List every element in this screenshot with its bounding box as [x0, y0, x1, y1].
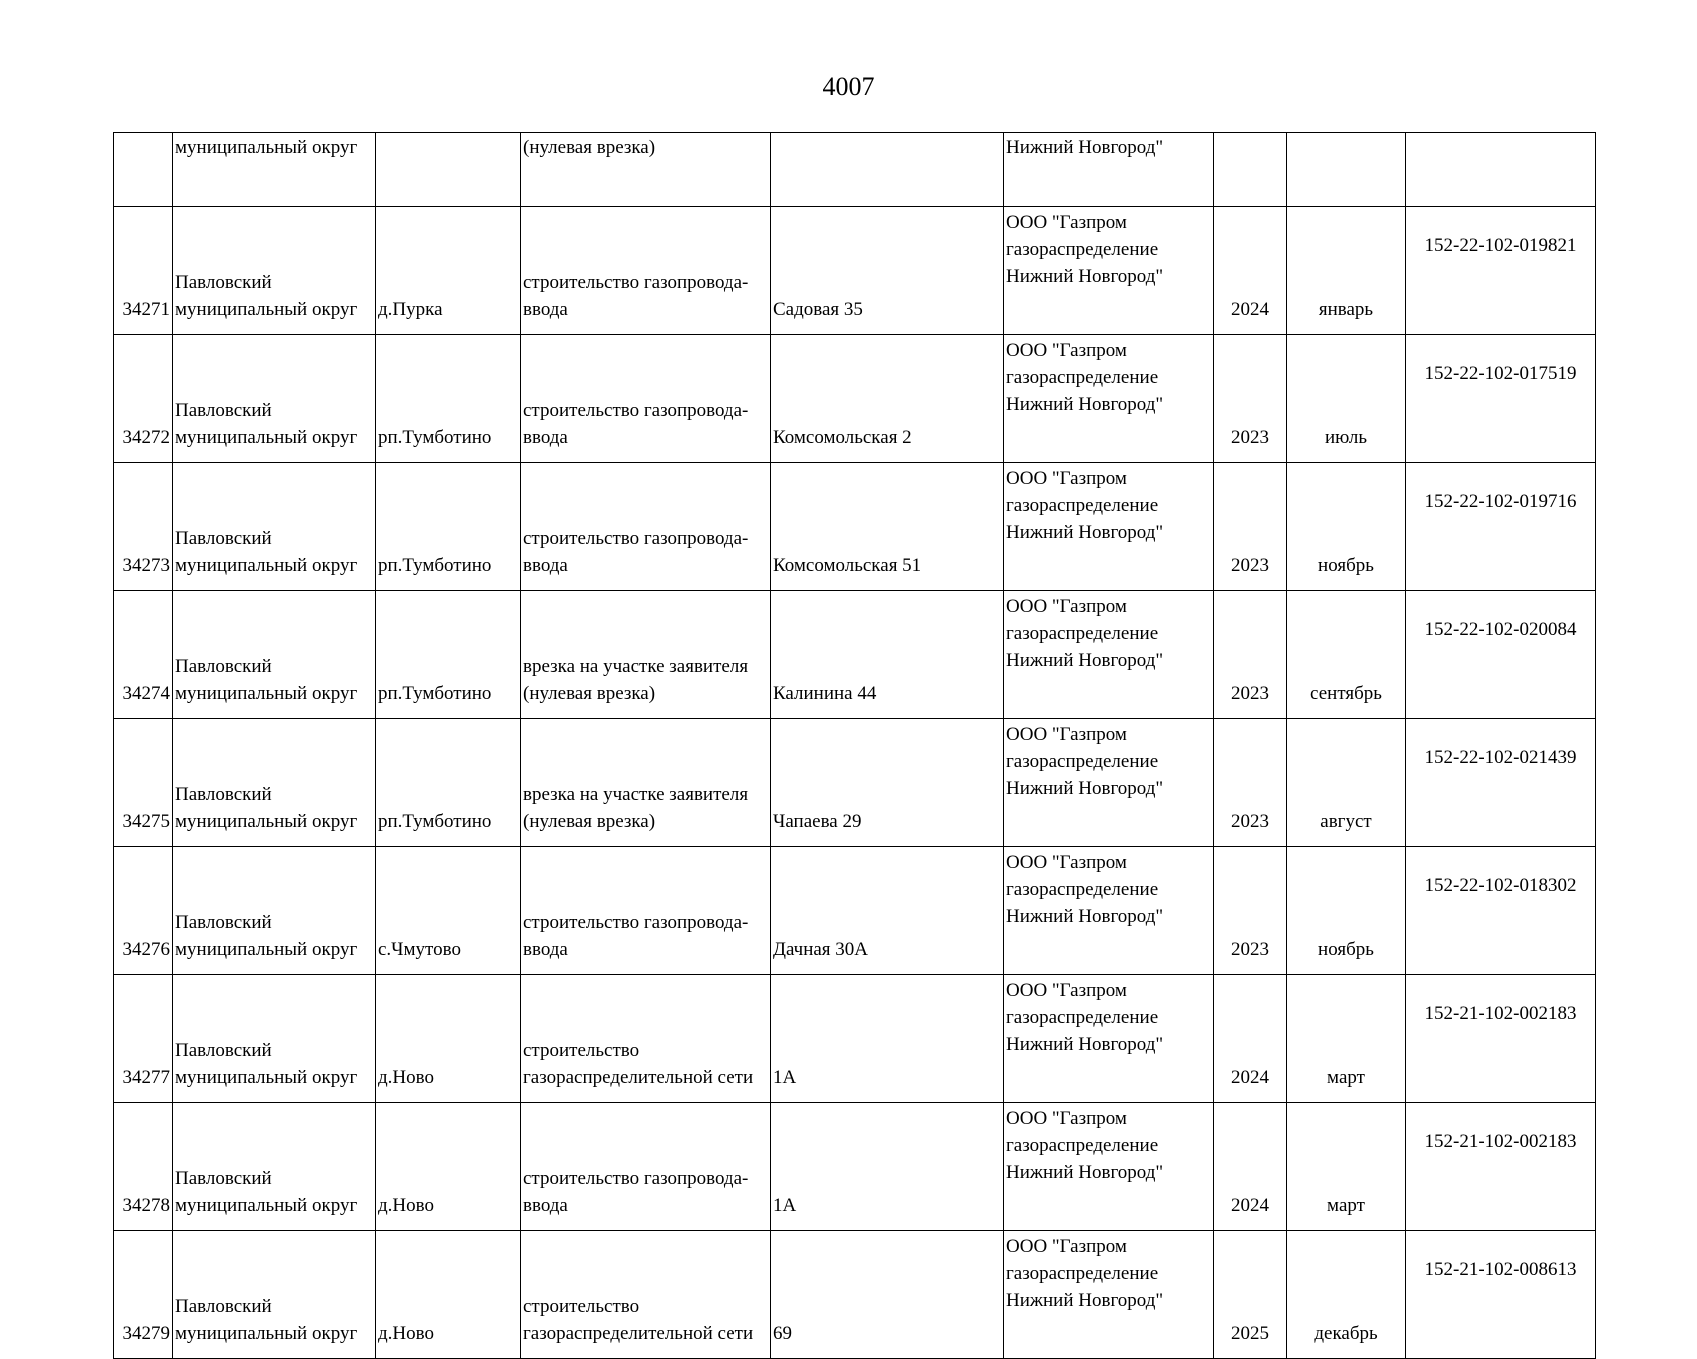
address-cell [771, 133, 1004, 207]
table-row [114, 847, 1596, 975]
address-cell: 69 [771, 1231, 1004, 1359]
row-number-cell: 34273 [114, 463, 173, 591]
work-type-cell: строительство газопровода- ввода [521, 335, 771, 463]
month-cell: ноябрь [1287, 847, 1406, 975]
month-cell: март [1287, 975, 1406, 1103]
row-number-cell: 34279 [114, 1231, 173, 1359]
month-cell: ноябрь [1287, 463, 1406, 591]
year-cell: 2023 [1214, 335, 1287, 463]
settlement-cell: д.Ново [376, 1103, 521, 1231]
settlement-cell: рп.Тумботино [376, 335, 521, 463]
code-cell: 152-22-102-018302 [1406, 847, 1596, 975]
table-row [114, 719, 1596, 847]
row-number-cell [114, 133, 173, 207]
page-number: 4007 [822, 72, 875, 101]
settlement-cell: с.Чмутово [376, 847, 521, 975]
district-cell: Павловский муниципальный округ [173, 1103, 376, 1231]
month-cell: декабрь [1287, 1231, 1406, 1359]
work-type-cell: врезка на участке заявителя (нулевая врезка) [521, 591, 771, 719]
organization-cell: Нижний Новгород" [1004, 133, 1214, 207]
table-row [114, 1231, 1596, 1359]
code-cell: 152-22-102-019716 [1406, 463, 1596, 591]
address-cell: Калинина 44 [771, 591, 1004, 719]
table-row [114, 207, 1596, 335]
code-cell: 152-22-102-019821 [1406, 207, 1596, 335]
table-row [114, 133, 1596, 207]
settlement-cell: д.Пурка [376, 207, 521, 335]
work-type-cell: строительство газопровода- ввода [521, 1103, 771, 1231]
address-cell: Садовая 35 [771, 207, 1004, 335]
work-type-cell: строительство газопровода- ввода [521, 463, 771, 591]
row-number-cell: 34272 [114, 335, 173, 463]
address-cell: 1А [771, 1103, 1004, 1231]
work-type-cell: строительство газопровода- ввода [521, 847, 771, 975]
row-number-cell: 34271 [114, 207, 173, 335]
month-cell: июль [1287, 335, 1406, 463]
year-cell: 2025 [1214, 1231, 1287, 1359]
row-number-cell: 34278 [114, 1103, 173, 1231]
organization-cell: ООО "Газпром газораспределение Нижний Новгород" [1004, 591, 1214, 719]
year-cell: 2023 [1214, 847, 1287, 975]
year-cell: 2023 [1214, 463, 1287, 591]
table-row [114, 591, 1596, 719]
code-cell: 152-22-102-021439 [1406, 719, 1596, 847]
district-cell: Павловский муниципальный округ [173, 335, 376, 463]
row-number-cell: 34275 [114, 719, 173, 847]
year-cell [1214, 133, 1287, 207]
settlement-cell [376, 133, 521, 207]
organization-cell: ООО "Газпром газораспределение Нижний Новгород" [1004, 207, 1214, 335]
organization-cell: ООО "Газпром газораспределение Нижний Новгород" [1004, 719, 1214, 847]
work-type-cell: строительство газораспределительной сети [521, 975, 771, 1103]
row-number-cell: 34276 [114, 847, 173, 975]
organization-cell: ООО "Газпром газораспределение Нижний Новгород" [1004, 1103, 1214, 1231]
work-type-cell: врезка на участке заявителя (нулевая врезка) [521, 719, 771, 847]
code-cell [1406, 133, 1596, 207]
year-cell: 2023 [1214, 719, 1287, 847]
district-cell: Павловский муниципальный округ [173, 975, 376, 1103]
month-cell: март [1287, 1103, 1406, 1231]
month-cell: январь [1287, 207, 1406, 335]
code-cell: 152-21-102-002183 [1406, 1103, 1596, 1231]
address-cell: Комсомольская 2 [771, 335, 1004, 463]
code-cell: 152-22-102-020084 [1406, 591, 1596, 719]
year-cell: 2024 [1214, 207, 1287, 335]
settlement-cell: д.Ново [376, 975, 521, 1103]
district-cell: Павловский муниципальный округ [173, 207, 376, 335]
settlement-cell: рп.Тумботино [376, 463, 521, 591]
table-row [114, 463, 1596, 591]
gasification-registry-table [113, 132, 1596, 1359]
organization-cell: ООО "Газпром газораспределение Нижний Новгород" [1004, 847, 1214, 975]
district-cell: Павловский муниципальный округ [173, 463, 376, 591]
organization-cell: ООО "Газпром газораспределение Нижний Новгород" [1004, 975, 1214, 1103]
address-cell: 1А [771, 975, 1004, 1103]
work-type-cell: строительство газопровода- ввода [521, 207, 771, 335]
settlement-cell: рп.Тумботино [376, 591, 521, 719]
month-cell: август [1287, 719, 1406, 847]
settlement-cell: рп.Тумботино [376, 719, 521, 847]
district-cell: Павловский муниципальный округ [173, 1231, 376, 1359]
work-type-cell: строительство газораспределительной сети [521, 1231, 771, 1359]
district-cell: Павловский муниципальный округ [173, 719, 376, 847]
table-body [114, 133, 1596, 1359]
settlement-cell: д.Ново [376, 1231, 521, 1359]
year-cell: 2023 [1214, 591, 1287, 719]
year-cell: 2024 [1214, 975, 1287, 1103]
address-cell: Дачная 30А [771, 847, 1004, 975]
district-cell: муниципальный округ [173, 133, 376, 207]
address-cell: Чапаева 29 [771, 719, 1004, 847]
table-row [114, 1103, 1596, 1231]
address-cell: Комсомольская 51 [771, 463, 1004, 591]
row-number-cell: 34277 [114, 975, 173, 1103]
work-type-cell: (нулевая врезка) [521, 133, 771, 207]
code-cell: 152-22-102-017519 [1406, 335, 1596, 463]
district-cell: Павловский муниципальный округ [173, 847, 376, 975]
organization-cell: ООО "Газпром газораспределение Нижний Новгород" [1004, 335, 1214, 463]
table-row [114, 975, 1596, 1103]
organization-cell: ООО "Газпром газораспределение Нижний Новгород" [1004, 1231, 1214, 1359]
table-row [114, 335, 1596, 463]
code-cell: 152-21-102-008613 [1406, 1231, 1596, 1359]
district-cell: Павловский муниципальный округ [173, 591, 376, 719]
year-cell: 2024 [1214, 1103, 1287, 1231]
month-cell: сентябрь [1287, 591, 1406, 719]
month-cell [1287, 133, 1406, 207]
organization-cell: ООО "Газпром газораспределение Нижний Новгород" [1004, 463, 1214, 591]
code-cell: 152-21-102-002183 [1406, 975, 1596, 1103]
row-number-cell: 34274 [114, 591, 173, 719]
